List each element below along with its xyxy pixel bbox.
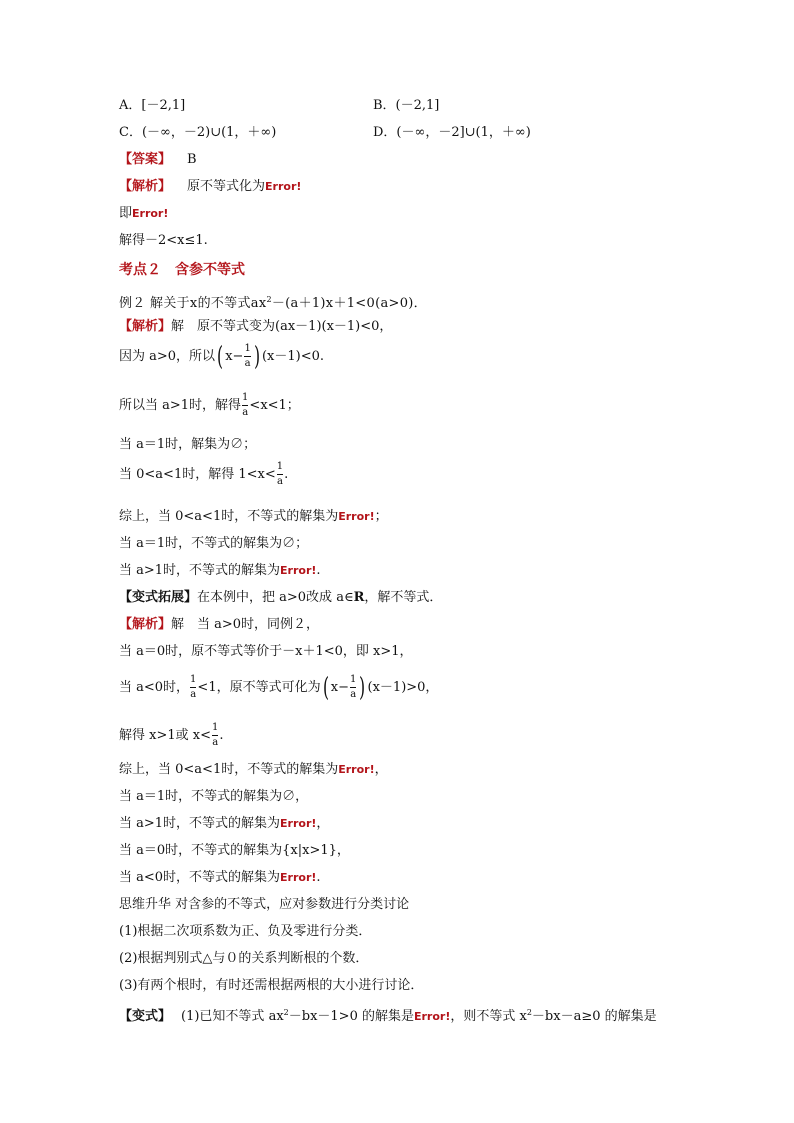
- variant-solution-line-3: 当 a<0时， $\frac{1}{a}$ <1，原不等式可化为( x− $\frac{1}{a}$ ) (x－1)>0，: [119, 672, 439, 703]
- analysis-label: 【解析】: [119, 617, 172, 632]
- example-2-summary-line-3: 当 a>1时，不等式的解集为Error!.: [119, 563, 321, 578]
- example-2-solution-line-3: 所以当 a>1时，解得 $\frac{1}{a}$ <x<1；: [119, 392, 300, 418]
- variant-summary-line-2: 当 a＝1时，不等式的解集为∅，: [119, 789, 309, 804]
- example-2-solution-line-2: 因为 a>0，所以( x− $\frac{1}{a}$ ) (x－1)<0.: [119, 341, 325, 372]
- analysis-text: 原不等式化为: [187, 179, 266, 194]
- thinking-upgrade-line: 思维升华 对含参的不等式，应对参数进行分类讨论: [119, 897, 410, 912]
- example-2-summary-line-2: 当 a＝1时，不等式的解集为∅；: [119, 536, 309, 551]
- analysis-line-1: [119, 179, 301, 195]
- error-marker: Error!: [265, 180, 302, 193]
- variant-question-line: 【变式】 (1)已知不等式 $ax^2-bx-1>0$ 的解集是Error!，则不等式 $x^2-bx-a\ge 0$ 的解集是: [119, 1008, 657, 1024]
- example-2-solution-line-4: 当 a＝1时，解集为∅；: [119, 437, 257, 452]
- variant-solution-line-1: 【解析】解 当 a>0时，同例２，: [119, 617, 320, 632]
- analysis-label: 【解析】: [119, 319, 172, 334]
- thinking-point-3: (3)有两个根时，有时还需根据两根的大小进行讨论．: [119, 978, 424, 993]
- example-2-solution-line-1: 【解析】解 原不等式变为(ax－1)(x－1)<0，: [119, 319, 393, 334]
- option-a: A．[－2,1]: [119, 98, 186, 113]
- option-c: C．(－∞，－2)∪(1，＋∞): [119, 125, 277, 140]
- error-marker: Error!: [132, 207, 169, 220]
- example-2-summary-line-1: 综上，当 0<a<1时，不等式的解集为Error!；: [119, 509, 388, 524]
- answer-value: B: [187, 152, 197, 167]
- variant-solution-line-2: 当 a＝0时，原不等式等价于－x＋1<0，即 x>1，: [119, 644, 413, 659]
- variant-extension-line: 【变式拓展】在本例中，把 a>0改成 a∈R，解不等式．: [119, 590, 443, 605]
- example-2-solution-line-5: 当 0<a<1时，解得 1<x< $\frac{1}{a}$ .: [119, 461, 289, 487]
- section-heading: 考点２ 含参不等式: [119, 262, 245, 278]
- answer-line: [119, 152, 197, 168]
- variant-solution-line-4: 解得 x>1或 x< $\frac{1}{a}$ .: [119, 722, 224, 748]
- variant-summary-line-5: 当 a<0时，不等式的解集为Error!.: [119, 870, 321, 885]
- example-2-statement: 例２ 解关于x的不等式$ax^2-(a+1)x+1<0(a>0)$．: [119, 295, 427, 311]
- variant-summary-line-1: 综上，当 0<a<1时，不等式的解集为Error!，: [119, 762, 388, 777]
- option-b: B．(－2,1]: [373, 98, 440, 113]
- answer-label: 【答案】: [119, 152, 172, 167]
- analysis-label: 【解析】: [119, 179, 172, 194]
- analysis-line-2: [119, 206, 168, 222]
- thinking-point-2: (2)根据判别式△与０的关系判断根的个数．: [119, 951, 369, 966]
- option-d: D．(－∞，－2]∪(1，＋∞): [373, 125, 531, 140]
- variant-summary-line-4: 当 a＝0时，不等式的解集为{x|x>1}，: [119, 843, 350, 858]
- analysis-line-3: 解得－2<x≤1.: [119, 233, 208, 248]
- thinking-point-1: (1)根据二次项系数为正、负及零进行分类．: [119, 924, 372, 939]
- variant-summary-line-3: 当 a>1时，不等式的解集为Error!，: [119, 816, 330, 831]
- analysis-text: 即: [119, 206, 133, 221]
